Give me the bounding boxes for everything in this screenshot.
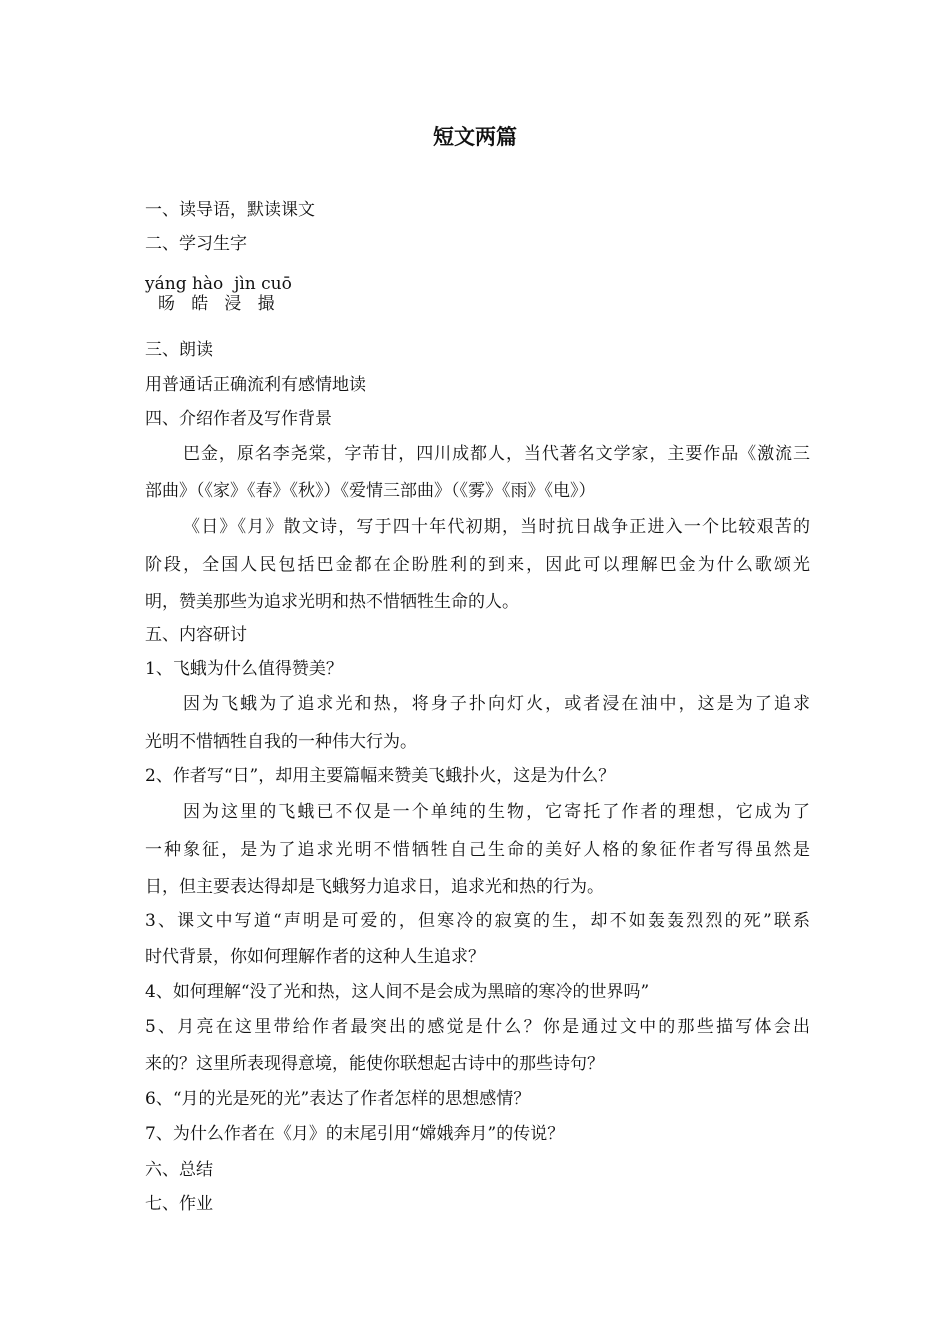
paragraph-line: 日，但主要表达得却是飞蛾努力追求日，追求光和热的行为。 <box>145 877 604 897</box>
question-line: 1、飞蛾为什么值得赞美？ <box>145 659 343 679</box>
paragraph-line: 一种象征，是为了追求光明不惜牺牲自己生命的美好人格的象征作者写得虽然是 <box>145 840 810 860</box>
paragraph-line: 光明不惜牺牲自我的一种伟大行为。 <box>145 732 417 752</box>
text-line: 二、学习生字 <box>145 234 247 254</box>
question-line: 4、如何理解“没了光和热，这人间不是会成为黑暗的寒冷的世界吗” <box>145 982 650 1002</box>
question-line: 6、“月的光是死的光”表达了作者怎样的思想感情？ <box>145 1089 531 1109</box>
paragraph-line: 部曲》（《家》《春》《秋》）《爱情三部曲》（《雾》《雨》《电》） <box>145 481 596 501</box>
text-line: 一、读导语，默读课文 <box>145 200 315 220</box>
pinyin-line: yáng hào jìn cuō <box>145 274 292 294</box>
text-line: 三、朗读 <box>145 340 213 360</box>
question-line: 5、月亮在这里带给作者最突出的感觉是什么？你是通过文中的那些描写体会出 <box>145 1017 810 1037</box>
paragraph-line: 阶段，全国人民包括巴金都在企盼胜利的到来，因此可以理解巴金为什么歌颂光 <box>145 555 810 575</box>
section-heading: 五、内容研讨 <box>145 625 247 645</box>
section-heading: 六、总结 <box>145 1160 213 1180</box>
paragraph-line: 《日》《月》散文诗，写于四十年代初期，当时抗日战争正进入一个比较艰苦的 <box>183 517 810 537</box>
characters-line: 旸 皓 浸 撮 <box>158 294 275 314</box>
question-line: 来的？这里所表现得意境，能使你联想起古诗中的那些诗句？ <box>145 1054 604 1074</box>
paragraph-line: 明，赞美那些为追求光明和热不惜牺牲生命的人。 <box>145 592 519 612</box>
page-title: 短文两篇 <box>433 124 517 149</box>
section-heading: 七、作业 <box>145 1194 213 1214</box>
paragraph-line: 因为这里的飞蛾已不仅是一个单纯的生物，它寄托了作者的理想，它成为了 <box>183 802 810 822</box>
question-line: 3、课文中写道“声明是可爱的，但寒冷的寂寞的生，却不如轰轰烈烈的死”联系 <box>145 911 810 931</box>
question-line: 时代背景，你如何理解作者的这种人生追求？ <box>145 947 485 967</box>
text-line: 四、介绍作者及写作背景 <box>145 409 332 429</box>
text-line: 用普通话正确流利有感情地读 <box>145 375 366 395</box>
paragraph-line: 因为飞蛾为了追求光和热，将身子扑向灯火，或者浸在油中，这是为了追求 <box>183 694 810 714</box>
question-line: 7、为什么作者在《月》的末尾引用“嫦娥奔月”的传说？ <box>145 1124 565 1144</box>
question-line: 2、作者写“日”，却用主要篇幅来赞美飞蛾扑火，这是为什么？ <box>145 766 616 786</box>
paragraph-line: 巴金，原名李尧棠，字芾甘，四川成都人，当代著名文学家，主要作品《激流三 <box>183 444 810 464</box>
